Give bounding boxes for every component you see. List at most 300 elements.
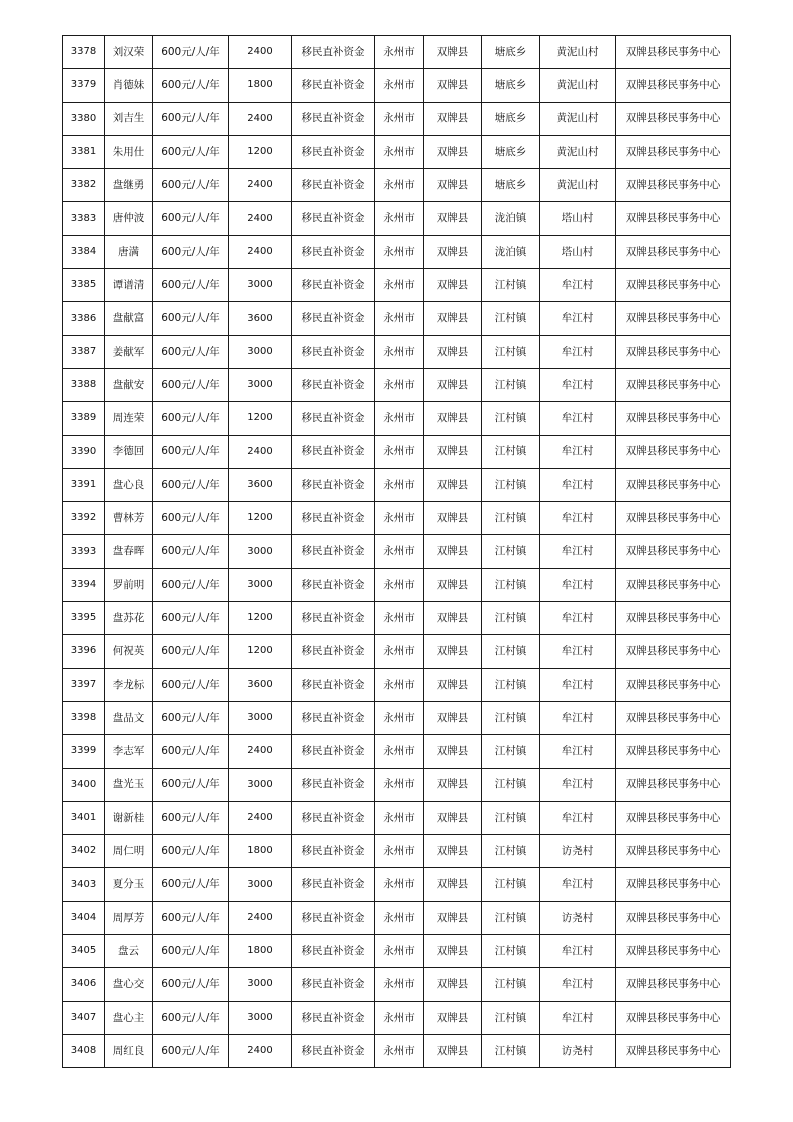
amount-cell: 2400 [229,235,292,268]
township-cell: 江村镇 [482,602,540,635]
standard-cell: 600元/人/年 [153,635,229,668]
village-cell: 牟江村 [540,735,616,768]
serial-number-cell: 3392 [63,502,105,535]
standard-cell: 600元/人/年 [153,602,229,635]
city-cell: 永州市 [375,435,424,468]
serial-number-cell: 3396 [63,635,105,668]
name-cell: 姜献军 [105,335,153,368]
county-cell: 双牌县 [424,335,482,368]
township-cell: 江村镇 [482,835,540,868]
city-cell: 永州市 [375,535,424,568]
city-cell: 永州市 [375,468,424,501]
standard-cell: 600元/人/年 [153,402,229,435]
village-cell: 牟江村 [540,368,616,401]
name-cell: 盘继勇 [105,169,153,202]
agency-cell: 双牌县移民事务中心 [616,36,731,69]
agency-cell: 双牌县移民事务中心 [616,768,731,801]
standard-cell: 600元/人/年 [153,968,229,1001]
township-cell: 江村镇 [482,468,540,501]
name-cell: 盘品文 [105,701,153,734]
table-row [63,935,731,968]
agency-cell: 双牌县移民事务中心 [616,335,731,368]
agency-cell: 双牌县移民事务中心 [616,568,731,601]
village-cell: 黄泥山村 [540,36,616,69]
serial-number-cell: 3406 [63,968,105,1001]
amount-cell: 1800 [229,69,292,102]
village-cell: 牟江村 [540,668,616,701]
name-cell: 谢新桂 [105,801,153,834]
table-row [63,502,731,535]
township-cell: 江村镇 [482,402,540,435]
table-row [63,535,731,568]
city-cell: 永州市 [375,801,424,834]
village-cell: 黄泥山村 [540,169,616,202]
county-cell: 双牌县 [424,502,482,535]
county-cell: 双牌县 [424,435,482,468]
name-cell: 罗前明 [105,568,153,601]
standard-cell: 600元/人/年 [153,1034,229,1067]
fund-type-cell: 移民直补资金 [292,402,375,435]
city-cell: 永州市 [375,69,424,102]
agency-cell: 双牌县移民事务中心 [616,235,731,268]
fund-type-cell: 移民直补资金 [292,668,375,701]
county-cell: 双牌县 [424,135,482,168]
city-cell: 永州市 [375,835,424,868]
village-cell: 牟江村 [540,435,616,468]
name-cell: 盘光玉 [105,768,153,801]
county-cell: 双牌县 [424,968,482,1001]
county-cell: 双牌县 [424,801,482,834]
serial-number-cell: 3383 [63,202,105,235]
fund-type-cell: 移民直补资金 [292,801,375,834]
agency-cell: 双牌县移民事务中心 [616,635,731,668]
fund-type-cell: 移民直补资金 [292,368,375,401]
agency-cell: 双牌县移民事务中心 [616,69,731,102]
county-cell: 双牌县 [424,1001,482,1034]
standard-cell: 600元/人/年 [153,768,229,801]
county-cell: 双牌县 [424,602,482,635]
city-cell: 永州市 [375,202,424,235]
township-cell: 江村镇 [482,535,540,568]
amount-cell: 3000 [229,701,292,734]
serial-number-cell: 3387 [63,335,105,368]
table-row [63,635,731,668]
table-row [63,368,731,401]
township-cell: 江村镇 [482,502,540,535]
county-cell: 双牌县 [424,668,482,701]
county-cell: 双牌县 [424,468,482,501]
city-cell: 永州市 [375,968,424,1001]
agency-cell: 双牌县移民事务中心 [616,169,731,202]
county-cell: 双牌县 [424,835,482,868]
standard-cell: 600元/人/年 [153,701,229,734]
name-cell: 周连荣 [105,402,153,435]
standard-cell: 600元/人/年 [153,835,229,868]
table-row [63,169,731,202]
amount-cell: 3600 [229,668,292,701]
county-cell: 双牌县 [424,269,482,302]
amount-cell: 2400 [229,169,292,202]
city-cell: 永州市 [375,169,424,202]
fund-type-cell: 移民直补资金 [292,36,375,69]
amount-cell: 2400 [229,901,292,934]
name-cell: 朱用仕 [105,135,153,168]
agency-cell: 双牌县移民事务中心 [616,102,731,135]
village-cell: 牟江村 [540,801,616,834]
fund-type-cell: 移民直补资金 [292,935,375,968]
county-cell: 双牌县 [424,402,482,435]
standard-cell: 600元/人/年 [153,735,229,768]
city-cell: 永州市 [375,901,424,934]
city-cell: 永州市 [375,935,424,968]
fund-type-cell: 移民直补资金 [292,435,375,468]
table-row [63,269,731,302]
township-cell: 江村镇 [482,901,540,934]
standard-cell: 600元/人/年 [153,901,229,934]
village-cell: 牟江村 [540,1001,616,1034]
standard-cell: 600元/人/年 [153,801,229,834]
table-row [63,235,731,268]
standard-cell: 600元/人/年 [153,868,229,901]
serial-number-cell: 3390 [63,435,105,468]
name-cell: 刘汉荣 [105,36,153,69]
name-cell: 盘苏花 [105,602,153,635]
serial-number-cell: 3394 [63,568,105,601]
amount-cell: 1800 [229,935,292,968]
standard-cell: 600元/人/年 [153,135,229,168]
city-cell: 永州市 [375,368,424,401]
township-cell: 江村镇 [482,302,540,335]
agency-cell: 双牌县移民事务中心 [616,701,731,734]
amount-cell: 3600 [229,302,292,335]
standard-cell: 600元/人/年 [153,302,229,335]
standard-cell: 600元/人/年 [153,102,229,135]
amount-cell: 1200 [229,502,292,535]
name-cell: 周仁明 [105,835,153,868]
standard-cell: 600元/人/年 [153,568,229,601]
serial-number-cell: 3407 [63,1001,105,1034]
city-cell: 永州市 [375,269,424,302]
fund-type-cell: 移民直补资金 [292,335,375,368]
county-cell: 双牌县 [424,368,482,401]
county-cell: 双牌县 [424,768,482,801]
name-cell: 周红良 [105,1034,153,1067]
agency-cell: 双牌县移民事务中心 [616,202,731,235]
village-cell: 牟江村 [540,468,616,501]
name-cell: 李龙标 [105,668,153,701]
name-cell: 盘献富 [105,302,153,335]
agency-cell: 双牌县移民事务中心 [616,402,731,435]
city-cell: 永州市 [375,868,424,901]
village-cell: 塔山村 [540,202,616,235]
standard-cell: 600元/人/年 [153,169,229,202]
city-cell: 永州市 [375,602,424,635]
name-cell: 何祝英 [105,635,153,668]
county-cell: 双牌县 [424,935,482,968]
agency-cell: 双牌县移民事务中心 [616,302,731,335]
serial-number-cell: 3386 [63,302,105,335]
village-cell: 牟江村 [540,269,616,302]
township-cell: 江村镇 [482,368,540,401]
village-cell: 访尧村 [540,835,616,868]
standard-cell: 600元/人/年 [153,36,229,69]
standard-cell: 600元/人/年 [153,468,229,501]
amount-cell: 3600 [229,468,292,501]
serial-number-cell: 3408 [63,1034,105,1067]
county-cell: 双牌县 [424,1034,482,1067]
village-cell: 牟江村 [540,535,616,568]
village-cell: 牟江村 [540,768,616,801]
agency-cell: 双牌县移民事务中心 [616,535,731,568]
amount-cell: 1200 [229,602,292,635]
table-row [63,135,731,168]
table-row [63,202,731,235]
county-cell: 双牌县 [424,169,482,202]
fund-type-cell: 移民直补资金 [292,302,375,335]
table-row [63,668,731,701]
fund-type-cell: 移民直补资金 [292,901,375,934]
table-row [63,36,731,69]
township-cell: 塘底乡 [482,135,540,168]
fund-type-cell: 移民直补资金 [292,169,375,202]
serial-number-cell: 3400 [63,768,105,801]
village-cell: 牟江村 [540,635,616,668]
fund-type-cell: 移民直补资金 [292,502,375,535]
table-row [63,468,731,501]
township-cell: 江村镇 [482,1001,540,1034]
name-cell: 盘心交 [105,968,153,1001]
township-cell: 江村镇 [482,335,540,368]
amount-cell: 1200 [229,402,292,435]
township-cell: 泷泊镇 [482,235,540,268]
city-cell: 永州市 [375,502,424,535]
city-cell: 永州市 [375,1001,424,1034]
table-body [63,36,731,1068]
village-cell: 牟江村 [540,302,616,335]
county-cell: 双牌县 [424,102,482,135]
amount-cell: 1800 [229,835,292,868]
township-cell: 塘底乡 [482,36,540,69]
table-row [63,868,731,901]
city-cell: 永州市 [375,635,424,668]
city-cell: 永州市 [375,335,424,368]
amount-cell: 2400 [229,801,292,834]
name-cell: 盘春晖 [105,535,153,568]
serial-number-cell: 3403 [63,868,105,901]
village-cell: 牟江村 [540,701,616,734]
agency-cell: 双牌县移民事务中心 [616,269,731,302]
village-cell: 黄泥山村 [540,102,616,135]
city-cell: 永州市 [375,768,424,801]
serial-number-cell: 3379 [63,69,105,102]
agency-cell: 双牌县移民事务中心 [616,735,731,768]
fund-type-cell: 移民直补资金 [292,868,375,901]
township-cell: 塘底乡 [482,102,540,135]
serial-number-cell: 3401 [63,801,105,834]
fund-type-cell: 移民直补资金 [292,468,375,501]
serial-number-cell: 3385 [63,269,105,302]
serial-number-cell: 3380 [63,102,105,135]
township-cell: 江村镇 [482,801,540,834]
city-cell: 永州市 [375,36,424,69]
agency-cell: 双牌县移民事务中心 [616,502,731,535]
township-cell: 江村镇 [482,435,540,468]
county-cell: 双牌县 [424,635,482,668]
serial-number-cell: 3388 [63,368,105,401]
amount-cell: 2400 [229,36,292,69]
standard-cell: 600元/人/年 [153,935,229,968]
fund-type-cell: 移民直补资金 [292,968,375,1001]
standard-cell: 600元/人/年 [153,435,229,468]
village-cell: 牟江村 [540,335,616,368]
city-cell: 永州市 [375,102,424,135]
standard-cell: 600元/人/年 [153,368,229,401]
agency-cell: 双牌县移民事务中心 [616,602,731,635]
serial-number-cell: 3399 [63,735,105,768]
standard-cell: 600元/人/年 [153,535,229,568]
standard-cell: 600元/人/年 [153,1001,229,1034]
amount-cell: 3000 [229,535,292,568]
fund-type-cell: 移民直补资金 [292,235,375,268]
name-cell: 盘云 [105,935,153,968]
name-cell: 李志军 [105,735,153,768]
village-cell: 牟江村 [540,568,616,601]
township-cell: 江村镇 [482,935,540,968]
village-cell: 牟江村 [540,602,616,635]
name-cell: 刘吉生 [105,102,153,135]
county-cell: 双牌县 [424,568,482,601]
village-cell: 牟江村 [540,968,616,1001]
amount-cell: 3000 [229,768,292,801]
township-cell: 江村镇 [482,1034,540,1067]
table-row [63,69,731,102]
name-cell: 曹林芳 [105,502,153,535]
township-cell: 江村镇 [482,735,540,768]
fund-type-cell: 移民直补资金 [292,602,375,635]
township-cell: 江村镇 [482,269,540,302]
name-cell: 李德回 [105,435,153,468]
village-cell: 牟江村 [540,502,616,535]
serial-number-cell: 3395 [63,602,105,635]
township-cell: 江村镇 [482,768,540,801]
standard-cell: 600元/人/年 [153,202,229,235]
city-cell: 永州市 [375,235,424,268]
township-cell: 江村镇 [482,635,540,668]
city-cell: 永州市 [375,701,424,734]
amount-cell: 2400 [229,1034,292,1067]
county-cell: 双牌县 [424,69,482,102]
township-cell: 江村镇 [482,668,540,701]
table-row [63,801,731,834]
township-cell: 塘底乡 [482,169,540,202]
county-cell: 双牌县 [424,235,482,268]
serial-number-cell: 3405 [63,935,105,968]
amount-cell: 1200 [229,135,292,168]
agency-cell: 双牌县移民事务中心 [616,801,731,834]
serial-number-cell: 3393 [63,535,105,568]
table-row [63,968,731,1001]
table-row [63,735,731,768]
standard-cell: 600元/人/年 [153,235,229,268]
amount-cell: 3000 [229,269,292,302]
agency-cell: 双牌县移民事务中心 [616,868,731,901]
township-cell: 江村镇 [482,868,540,901]
name-cell: 肖德妹 [105,69,153,102]
village-cell: 访尧村 [540,1034,616,1067]
fund-type-cell: 移民直补资金 [292,635,375,668]
fund-type-cell: 移民直补资金 [292,102,375,135]
county-cell: 双牌县 [424,535,482,568]
table-row [63,402,731,435]
serial-number-cell: 3381 [63,135,105,168]
name-cell: 夏分玉 [105,868,153,901]
city-cell: 永州市 [375,135,424,168]
agency-cell: 双牌县移民事务中心 [616,135,731,168]
serial-number-cell: 3404 [63,901,105,934]
serial-number-cell: 3384 [63,235,105,268]
fund-type-cell: 移民直补资金 [292,835,375,868]
table-row [63,335,731,368]
name-cell: 盘心主 [105,1001,153,1034]
serial-number-cell: 3397 [63,668,105,701]
agency-cell: 双牌县移民事务中心 [616,1001,731,1034]
amount-cell: 2400 [229,735,292,768]
name-cell: 唐仲波 [105,202,153,235]
name-cell: 盘心良 [105,468,153,501]
agency-cell: 双牌县移民事务中心 [616,968,731,1001]
county-cell: 双牌县 [424,901,482,934]
village-cell: 黄泥山村 [540,69,616,102]
table-row [63,768,731,801]
fund-type-cell: 移民直补资金 [292,1034,375,1067]
village-cell: 黄泥山村 [540,135,616,168]
county-cell: 双牌县 [424,202,482,235]
serial-number-cell: 3382 [63,169,105,202]
table-row [63,1034,731,1067]
city-cell: 永州市 [375,302,424,335]
table-row [63,302,731,335]
serial-number-cell: 3389 [63,402,105,435]
agency-cell: 双牌县移民事务中心 [616,935,731,968]
township-cell: 江村镇 [482,568,540,601]
name-cell: 盘献安 [105,368,153,401]
amount-cell: 2400 [229,102,292,135]
serial-number-cell: 3398 [63,701,105,734]
table-row [63,568,731,601]
amount-cell: 3000 [229,968,292,1001]
table-row [63,435,731,468]
county-cell: 双牌县 [424,302,482,335]
fund-type-cell: 移民直补资金 [292,69,375,102]
serial-number-cell: 3378 [63,36,105,69]
fund-type-cell: 移民直补资金 [292,701,375,734]
village-cell: 牟江村 [540,935,616,968]
fund-type-cell: 移民直补资金 [292,568,375,601]
agency-cell: 双牌县移民事务中心 [616,368,731,401]
name-cell: 唐满 [105,235,153,268]
name-cell: 周厚芳 [105,901,153,934]
city-cell: 永州市 [375,735,424,768]
subsidy-table [62,35,731,1068]
standard-cell: 600元/人/年 [153,668,229,701]
amount-cell: 2400 [229,202,292,235]
standard-cell: 600元/人/年 [153,69,229,102]
city-cell: 永州市 [375,1034,424,1067]
agency-cell: 双牌县移民事务中心 [616,901,731,934]
township-cell: 江村镇 [482,701,540,734]
village-cell: 牟江村 [540,402,616,435]
amount-cell: 2400 [229,435,292,468]
